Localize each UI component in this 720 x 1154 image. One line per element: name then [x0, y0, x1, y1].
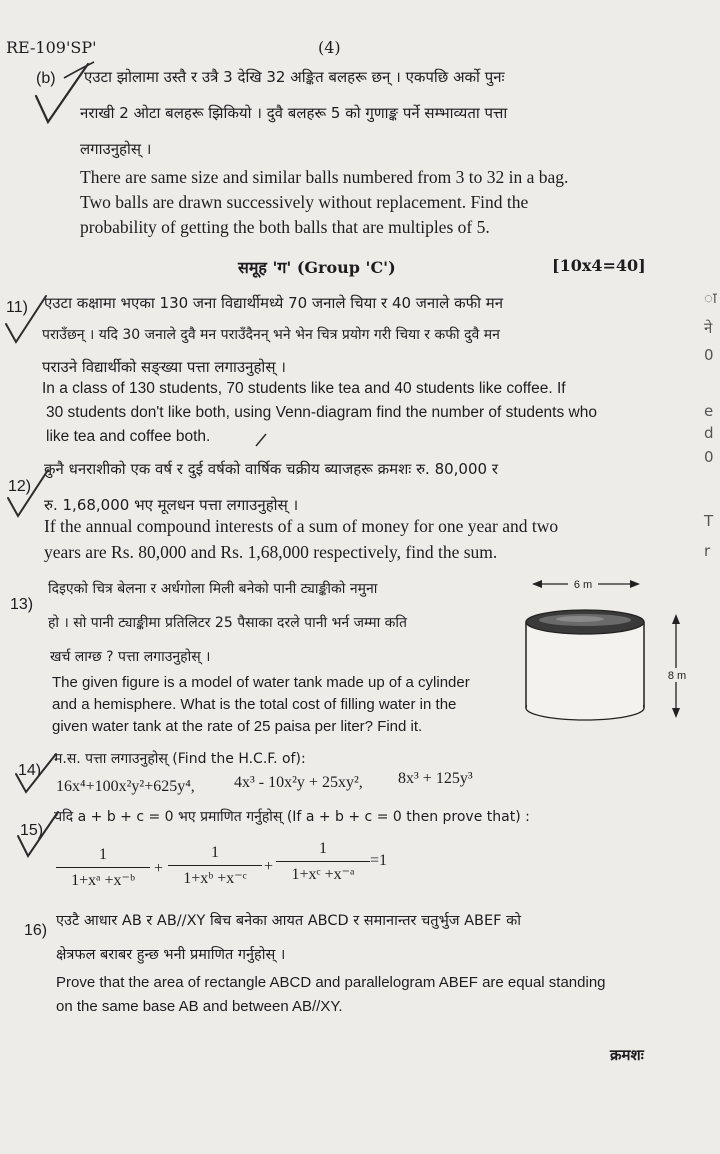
- q10b-nepali-line-2: नराखी 2 ओटा बलहरू झिकियो । दुवै बलहरू 5 को गुणाङ्क पर्ने सम्भाव्यता पत्ता: [80, 104, 508, 122]
- handwritten-tick-mark: [2, 464, 52, 524]
- q13-english-line-3: given water tank at the rate of 25 paisa per liter? Find it.: [52, 718, 423, 735]
- q12-english-line-2: years are Rs. 80,000 and Rs. 1,68,000 respectively, find the sum.: [44, 542, 498, 562]
- q14-number: 14): [18, 762, 42, 779]
- q15-plus-2: +: [264, 858, 274, 875]
- handwritten-tick-mark: [12, 806, 62, 862]
- q13-nepali-line-1: दिइएको चित्र बेलना र अर्धगोला मिली बनेको पानी ट्याङ्कीको नमुना: [48, 581, 378, 597]
- q15-plus-1: +: [154, 860, 164, 877]
- q15-fraction-1: [56, 846, 150, 890]
- page-number: (4): [318, 38, 341, 57]
- margin-char-1: ा: [704, 289, 717, 307]
- pen-slash-mark: [252, 430, 272, 450]
- q11-nepali-line-1: एउटा कक्षामा भएका 130 जना विद्यार्थीमध्ये 70 जनाले चिया र 40 जनाले कफी मन: [44, 294, 504, 312]
- q11-english-line-2: 30 students don't like both, using Venn-diagram find the number of students who: [46, 404, 597, 421]
- q10b-english-line-1: There are same size and similar balls numbered from 3 to 32 in a bag.: [80, 167, 569, 187]
- q14-prompt: म.स. पत्ता लगाउनुहोस् (Find the H.C.F. of):: [54, 751, 306, 767]
- paper-code: RE-109'SP': [6, 38, 97, 57]
- q15-prompt: यदि a + b + c = 0 भए प्रमाणित गर्नुहोस् (If a + b + c = 0 then prove that) :: [54, 809, 530, 825]
- width-arrow-right-head: [630, 580, 640, 588]
- height-label: 8 m: [667, 670, 687, 682]
- q10b-nepali-line-1: एउटा झोलामा उस्तै र उत्रै 3 देखि 32 अङ्कित बलहरू छन् । एकपछि अर्को पुनः: [84, 68, 505, 86]
- q10b-english-line-2: Two balls are drawn successively without replacement. Find the: [80, 192, 529, 212]
- margin-char-3: 0: [704, 346, 714, 364]
- q11-nepali-line-3: पराउने विद्यार्थीको सङ्ख्या पत्ता लगाउनुहोस् ।: [42, 358, 286, 376]
- margin-char-2: ने: [704, 319, 713, 337]
- q13-nepali-line-2: हो । सो पानी ट्याङ्कीमा प्रतिलिटर 25 पैसाका दरले पानी भर्न जम्मा कति: [48, 615, 408, 631]
- handwritten-tick-mark: [10, 748, 60, 798]
- q13-english-line-2: and a hemisphere. What is the total cost of filling water in the: [52, 696, 457, 713]
- q16-number: 16): [24, 922, 48, 939]
- q14-expr-1: 16x⁴+100x²y²+625y⁴,: [56, 778, 195, 795]
- group-c-marks: [10x4=40]: [552, 256, 646, 275]
- q16-english-line-1: Prove that the area of rectangle ABCD and parallelogram ABEF are equal standing: [56, 974, 606, 991]
- q10b-english-line-3: probability of getting the both balls that are multiples of 5.: [80, 217, 490, 237]
- q11-number: 11): [6, 299, 28, 316]
- q16-english-line-2: on the same base AB and between AB//XY.: [56, 998, 343, 1015]
- q15-numerator-3: 1: [319, 840, 327, 857]
- height-arrow-bottom-head: [672, 708, 680, 718]
- q15-fraction-2: [168, 844, 262, 888]
- q11-english-line-1: In a class of 130 students, 70 students like tea and 40 students like coffee. If: [42, 380, 566, 397]
- q10b-nepali-line-3: लगाउनुहोस् ।: [80, 140, 152, 158]
- q15-result: =1: [370, 852, 388, 869]
- margin-char-7: T: [704, 512, 714, 530]
- height-arrow-top-head: [672, 614, 680, 624]
- margin-char-6: 0: [704, 448, 714, 466]
- q14-expr-2: 4x³ - 10x²y + 25xy²,: [234, 774, 363, 791]
- margin-char-4: e: [704, 402, 714, 420]
- margin-char-8: r: [704, 542, 711, 560]
- width-label: 6 m: [573, 579, 593, 591]
- water-tank-figure: [500, 570, 700, 730]
- q12-english-line-1: If the annual compound interests of a sum of money for one year and two: [44, 516, 559, 536]
- q11-english-line-3: like tea and coffee both.: [46, 428, 211, 445]
- q13-number: 13): [10, 596, 34, 613]
- q11-nepali-line-2: पराउँछन् । यदि 30 जनाले दुवै मन पराउँदैनन् भने भेन चित्र प्रयोग गरी चिया र कफी दुवै मन: [42, 327, 500, 343]
- q15-denominator-1: 1+xᵃ +x⁻ᵇ: [71, 872, 135, 889]
- q14-expr-3: 8x³ + 125y³: [398, 770, 473, 787]
- q15-fraction-3: [276, 840, 370, 884]
- q13-nepali-line-3: खर्च लाग्छ ? पत्ता लगाउनुहोस् ।: [50, 649, 211, 665]
- q13-english-line-1: The given figure is a model of water tank made up of a cylinder: [52, 674, 470, 691]
- q15-numerator-1: 1: [99, 846, 107, 863]
- q15-denominator-2: 1+xᵇ +x⁻ᶜ: [183, 870, 247, 887]
- width-arrow-left-head: [532, 580, 542, 588]
- q12-number: 12): [8, 478, 32, 495]
- continued-label: क्रमशः: [610, 1046, 644, 1064]
- q16-nepali-line-2: क्षेत्रफल बराबर हुन्छ भनी प्रमाणित गर्नुहोस् ।: [56, 947, 286, 963]
- handwritten-tick-mark: [28, 56, 98, 136]
- handwritten-tick-mark: [0, 290, 50, 350]
- q12-nepali-line-1: कुनै धनराशीको एक वर्ष र दुई वर्षको वार्षिक चक्रीय ब्याजहरू क्रमशः रु. 80,000 र: [44, 460, 498, 478]
- group-c-title: समूह 'ग' (Group 'C'): [238, 258, 396, 277]
- q15-numerator-2: 1: [211, 844, 219, 861]
- margin-char-5: d: [704, 424, 714, 442]
- q15-number: 15): [20, 822, 44, 839]
- q15-denominator-3: 1+xᶜ +x⁻ᵃ: [291, 866, 355, 883]
- q16-nepali-line-1: एउटै आधार AB र AB//XY बिच बनेका आयत ABCD र समानान्तर चतुर्भुज ABEF को: [56, 913, 522, 929]
- q10b-label: (b): [36, 70, 56, 87]
- q12-nepali-line-2: रु. 1,68,000 भए मूलधन पत्ता लगाउनुहोस् ।: [44, 496, 299, 514]
